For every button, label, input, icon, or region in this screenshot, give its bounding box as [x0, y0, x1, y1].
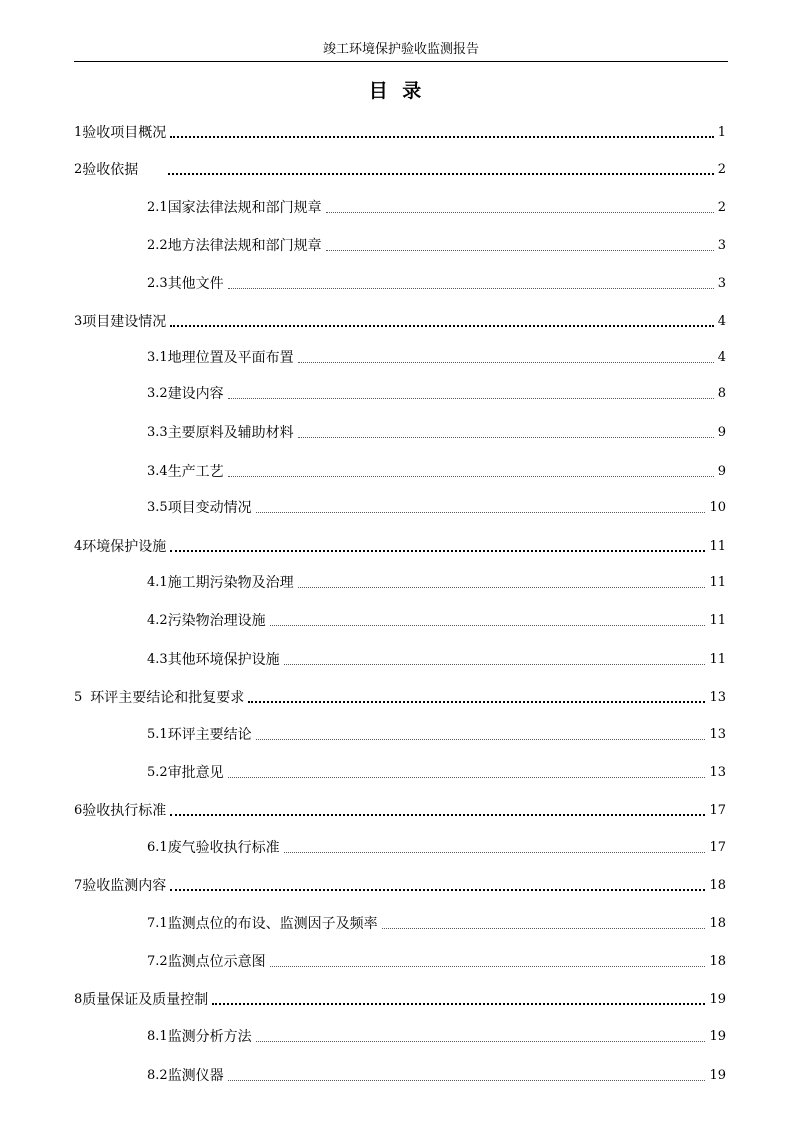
toc-number: 7	[74, 878, 83, 893]
toc-leader	[228, 398, 714, 399]
toc-number: 8	[74, 992, 83, 1007]
toc-text: 污染物治理设施	[167, 613, 266, 629]
toc-text: 施工期污染物及治理	[167, 575, 294, 591]
toc-entry[interactable]	[147, 420, 726, 442]
toc-text: 质量保证及质量控制	[82, 992, 209, 1008]
toc-leader	[228, 288, 714, 289]
toc-leader	[170, 814, 705, 816]
toc-text: 验收依据	[82, 162, 139, 178]
toc-number: 3.3	[147, 425, 168, 440]
toc-title: 目 录	[368, 80, 426, 102]
toc-number: 4.3	[147, 652, 168, 667]
toc-page-number: 1	[717, 125, 726, 140]
toc-leader	[270, 625, 706, 626]
toc-number: 6.1	[147, 840, 168, 855]
toc-entry[interactable]	[147, 835, 726, 857]
toc-leader	[256, 739, 706, 740]
toc-entry[interactable]	[74, 309, 726, 331]
toc-page-number: 18	[709, 916, 726, 931]
toc-text: 监测点位的布设、监测因子及频率	[167, 916, 378, 932]
toc-text: 验收监测内容	[82, 878, 167, 894]
toc-leader	[170, 550, 705, 552]
toc-entry[interactable]	[147, 647, 726, 669]
toc-number: 2.2	[147, 238, 168, 253]
toc-page-number: 11	[709, 613, 726, 628]
toc-number: 4.1	[147, 575, 168, 590]
toc-entry[interactable]	[74, 987, 726, 1009]
toc-text: 环评主要结论	[167, 727, 252, 743]
toc-page-number: 3	[717, 276, 726, 291]
running-header: 竣工环境保护验收监测报告	[322, 42, 479, 57]
toc-page-number: 19	[709, 1068, 726, 1083]
toc-entry[interactable]	[147, 345, 726, 367]
toc-number: 4.2	[147, 613, 168, 628]
toc-page-number: 10	[709, 500, 726, 515]
toc-page-number: 18	[709, 954, 726, 969]
toc-text: 其他环境保护设施	[167, 652, 280, 668]
toc-page-number: 17	[709, 803, 726, 818]
toc-text: 其他文件	[167, 276, 224, 292]
toc-number: 8.2	[147, 1068, 168, 1083]
toc-page-number: 13	[709, 765, 726, 780]
toc-text: 监测分析方法	[167, 1029, 252, 1045]
toc-entry[interactable]	[147, 233, 726, 255]
toc-leader	[170, 325, 713, 327]
toc-entry[interactable]	[74, 873, 726, 895]
toc-number: 3.5	[147, 500, 168, 515]
toc-entry[interactable]	[74, 120, 726, 142]
toc-number: 5	[74, 690, 83, 705]
toc-number: 5.1	[147, 727, 168, 742]
toc-leader	[168, 173, 713, 175]
toc-page-number: 13	[709, 690, 726, 705]
toc-entry[interactable]	[147, 760, 726, 782]
toc-leader	[298, 437, 714, 438]
toc-text: 环境保护设施	[82, 539, 167, 555]
toc-entry[interactable]	[147, 570, 726, 592]
toc-leader	[326, 250, 714, 251]
toc-page-number: 19	[709, 992, 726, 1007]
toc-number: 2	[74, 162, 83, 177]
toc-leader	[326, 212, 714, 213]
toc-number: 7.1	[147, 916, 168, 931]
toc-page-number: 2	[717, 162, 726, 177]
toc-page-number: 3	[717, 238, 726, 253]
toc-text: 项目建设情况	[82, 314, 167, 330]
toc-number: 5.2	[147, 765, 168, 780]
toc-page-number: 4	[717, 314, 726, 329]
toc-leader	[298, 362, 714, 363]
toc-text: 项目变动情况	[167, 500, 252, 516]
toc-number: 7.2	[147, 954, 168, 969]
toc-leader	[228, 777, 706, 778]
toc-number: 3.2	[147, 386, 168, 401]
toc-leader	[170, 889, 705, 891]
toc-number: 6	[74, 803, 83, 818]
toc-entry[interactable]	[74, 534, 726, 556]
toc-entry[interactable]	[147, 271, 726, 293]
toc-entry[interactable]	[147, 911, 726, 933]
toc-number: 2.1	[147, 200, 168, 215]
toc-page-number: 9	[717, 464, 726, 479]
toc-leader	[382, 928, 706, 929]
toc-text: 验收项目概况	[82, 125, 167, 141]
toc-leader	[284, 664, 706, 665]
toc-entry[interactable]	[147, 195, 726, 217]
toc-number: 4	[74, 539, 83, 554]
toc-text: 主要原料及辅助材料	[167, 425, 294, 441]
toc-page-number: 4	[717, 350, 726, 365]
toc-page-number: 11	[709, 575, 726, 590]
toc-number: 8.1	[147, 1029, 168, 1044]
toc-entry[interactable]	[147, 381, 726, 403]
toc-entry[interactable]	[147, 459, 726, 481]
toc-leader	[228, 476, 714, 477]
toc-text: 地理位置及平面布置	[167, 350, 294, 366]
toc-entry[interactable]	[147, 608, 726, 630]
toc-number: 1	[74, 125, 83, 140]
toc-text: 生产工艺	[167, 464, 224, 480]
toc-number: 3.4	[147, 464, 168, 479]
toc-text: 废气验收执行标准	[167, 840, 280, 856]
toc-page-number: 2	[717, 200, 726, 215]
toc-leader	[270, 966, 706, 967]
toc-number: 2.3	[147, 276, 168, 291]
toc-entry[interactable]	[74, 157, 726, 179]
toc-entry[interactable]	[147, 1024, 726, 1046]
toc-number: 3.1	[147, 350, 168, 365]
toc-page-number: 11	[709, 652, 726, 667]
toc-page-number: 19	[709, 1029, 726, 1044]
toc-leader	[256, 1041, 706, 1042]
toc-entry[interactable]	[147, 1063, 726, 1085]
toc-leader	[212, 1003, 705, 1005]
toc-leader	[248, 701, 705, 703]
toc-entry[interactable]	[147, 722, 726, 744]
toc-entry[interactable]	[74, 685, 726, 707]
toc-text: 环评主要结论和批复要求	[90, 690, 245, 706]
toc-text: 地方法律法规和部门规章	[167, 238, 322, 254]
toc-text: 监测仪器	[167, 1068, 224, 1084]
toc-leader	[298, 587, 706, 588]
toc-text: 监测点位示意图	[167, 954, 266, 970]
toc-page-number: 13	[709, 727, 726, 742]
toc-text: 国家法律法规和部门规章	[167, 200, 322, 216]
toc-leader	[256, 512, 706, 513]
toc-leader	[284, 852, 706, 853]
toc-text: 审批意见	[167, 765, 224, 781]
toc-entry[interactable]	[147, 495, 726, 517]
toc-leader	[170, 136, 713, 138]
toc-entry[interactable]	[147, 949, 726, 971]
toc-page-number: 9	[717, 425, 726, 440]
toc-page-number: 17	[709, 840, 726, 855]
toc-page-number: 8	[717, 386, 726, 401]
toc-text: 建设内容	[167, 386, 224, 402]
toc-page-number: 18	[709, 878, 726, 893]
toc-text: 验收执行标准	[82, 803, 167, 819]
toc-entry[interactable]	[74, 798, 726, 820]
toc-leader	[228, 1080, 706, 1081]
toc-number: 3	[74, 314, 83, 329]
toc-page-number: 11	[709, 539, 726, 554]
